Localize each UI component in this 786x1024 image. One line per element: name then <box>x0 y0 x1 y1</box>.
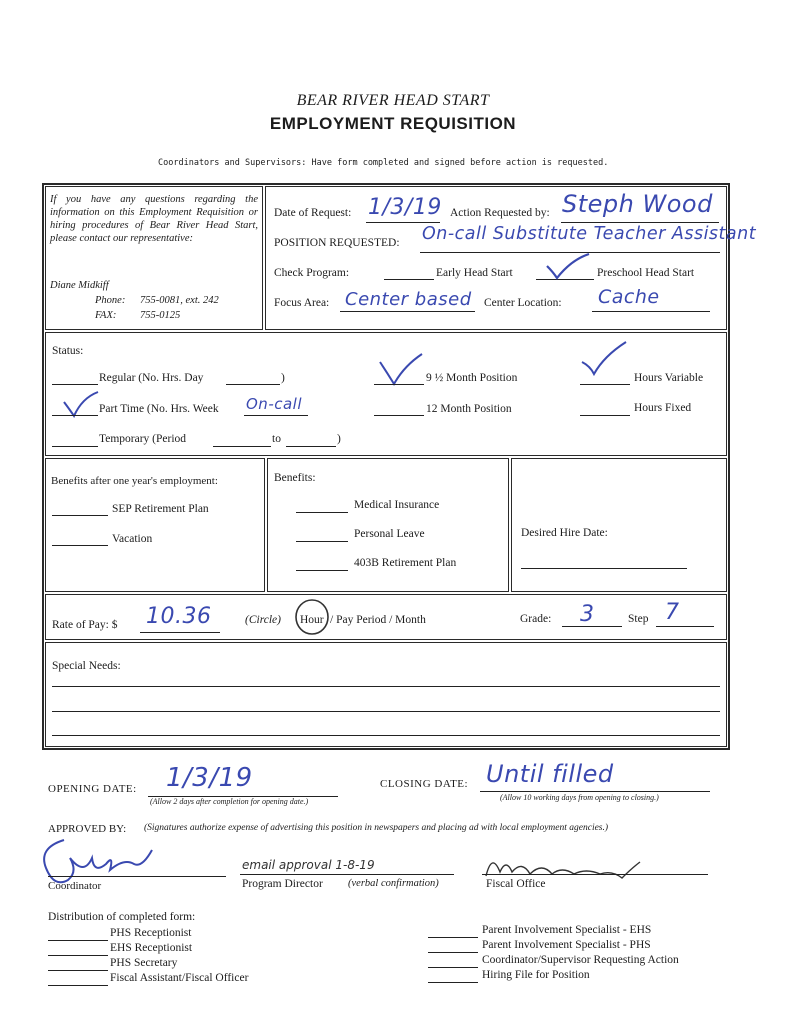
closing-value[interactable]: Until filled <box>486 760 614 788</box>
fax-value: 755-0125 <box>140 310 181 321</box>
contact-name: Diane Midkiff <box>50 280 109 291</box>
phs-checkmark[interactable] <box>543 252 593 282</box>
fiscal-label: Fiscal Office <box>486 878 546 890</box>
location-label: Center Location: <box>484 297 562 309</box>
dist-left-item: PHS Secretary <box>110 957 178 969</box>
dist-left-item: PHS Receptionist <box>110 927 192 939</box>
contact-text: If you have any questions regarding the information on this Employment Requisition or hiring procedures of Bear River Head Start, please contact our representative: <box>50 194 258 244</box>
phone-label: Phone: <box>95 295 126 306</box>
dist-right-item: Parent Involvement Specialist - EHS <box>482 924 652 936</box>
date-request-value[interactable]: 1/3/19 <box>368 195 442 220</box>
distribution-label: Distribution of completed form: <box>48 911 196 923</box>
hire-date-box <box>511 458 727 592</box>
program-label: Check Program: <box>274 267 350 279</box>
approved-label: APPROVED BY: <box>48 823 127 835</box>
temporary-to: to <box>272 433 281 445</box>
circle-label: (Circle) <box>245 614 281 626</box>
director-label: Program Director <box>242 878 323 890</box>
special-label: Special Needs: <box>52 660 121 672</box>
benefits-label: Benefits: <box>274 472 316 484</box>
rate-label: Rate of Pay: $ <box>52 619 118 631</box>
plan403b-label: 403B Retirement Plan <box>354 557 457 569</box>
month-95-label: 9 ½ Month Position <box>426 372 518 384</box>
phs-label: Preschool Head Start <box>597 267 695 279</box>
dist-right-item: Hiring File for Position <box>482 969 590 981</box>
benefits-after-label: Benefits after one year's employment: <box>51 475 218 487</box>
part-time-label: Part Time (No. Hrs. Week <box>99 403 219 415</box>
status-label: Status: <box>52 345 84 357</box>
hour-label: Hour <box>300 614 324 626</box>
dist-left-item: Fiscal Assistant/Fiscal Officer <box>110 972 249 984</box>
phone-value: 755-0081, ext. 242 <box>140 295 219 306</box>
dist-right-item: Coordinator/Supervisor Requesting Action <box>482 954 679 966</box>
position-value[interactable]: On-call Substitute Teacher Assistant <box>422 224 757 244</box>
opening-value[interactable]: 1/3/19 <box>166 763 253 793</box>
special-box <box>45 642 727 747</box>
closing-label: CLOSING DATE: <box>380 778 469 790</box>
action-value[interactable]: Steph Wood <box>562 190 713 218</box>
dist-left-item: EHS Receptionist <box>110 942 193 954</box>
step-label: Step <box>628 613 649 625</box>
period-month-label: / Pay Period / Month <box>330 614 426 626</box>
hours-variable-label: Hours Variable <box>634 372 704 384</box>
hire-date-label: Desired Hire Date: <box>521 527 608 539</box>
dist-right-item: Parent Involvement Specialist - PHS <box>482 939 651 951</box>
regular-label: Regular (No. Hrs. Day <box>99 372 204 384</box>
director-note[interactable]: email approval 1-8-19 <box>242 858 375 872</box>
ehs-label: Early Head Start <box>436 267 513 279</box>
verbal-label: (verbal confirmation) <box>348 878 439 889</box>
part-time-value[interactable]: On-call <box>246 395 302 413</box>
action-label: Action Requested by: <box>450 207 550 219</box>
month-95-checkmark[interactable] <box>378 352 426 386</box>
focus-value[interactable]: Center based <box>345 289 472 310</box>
rate-value[interactable]: 10.36 <box>146 604 212 629</box>
form-title: EMPLOYMENT REQUISITION <box>269 114 517 133</box>
focus-label: Focus Area: <box>274 297 330 309</box>
month-12-label: 12 Month Position <box>426 403 512 415</box>
medical-label: Medical Insurance <box>354 499 440 511</box>
grade-value[interactable]: 3 <box>580 602 595 627</box>
step-value[interactable]: 7 <box>665 600 680 625</box>
vacation-label: Vacation <box>112 533 153 545</box>
sep-label: SEP Retirement Plan <box>112 503 209 515</box>
instructions: Coordinators and Supervisors: Have form completed and signed before action is requested. <box>158 158 609 168</box>
part-time-checkmark[interactable] <box>62 390 102 418</box>
opening-label: OPENING DATE: <box>48 783 137 795</box>
hours-fixed-label: Hours Fixed <box>634 402 692 414</box>
date-request-label: Date of Request: <box>274 207 352 219</box>
closing-note: (Allow 10 working days from opening to closing.) <box>500 793 659 802</box>
org-name: BEAR RIVER HEAD START <box>296 92 490 109</box>
opening-note: (Allow 2 days after completion for opening date.) <box>150 797 309 806</box>
location-value[interactable]: Cache <box>598 286 660 308</box>
temporary-label: Temporary (Period <box>99 433 187 445</box>
coordinator-label: Coordinator <box>48 880 102 892</box>
leave-label: Personal Leave <box>354 528 425 540</box>
fax-label: FAX: <box>95 310 117 321</box>
hours-variable-checkmark[interactable] <box>578 340 630 376</box>
approved-note: (Signatures authorize expense of advertising this position in newspapers and placing ad with local employment agencies.) <box>144 823 609 833</box>
grade-label: Grade: <box>520 613 552 625</box>
position-label: POSITION REQUESTED: <box>274 237 400 249</box>
